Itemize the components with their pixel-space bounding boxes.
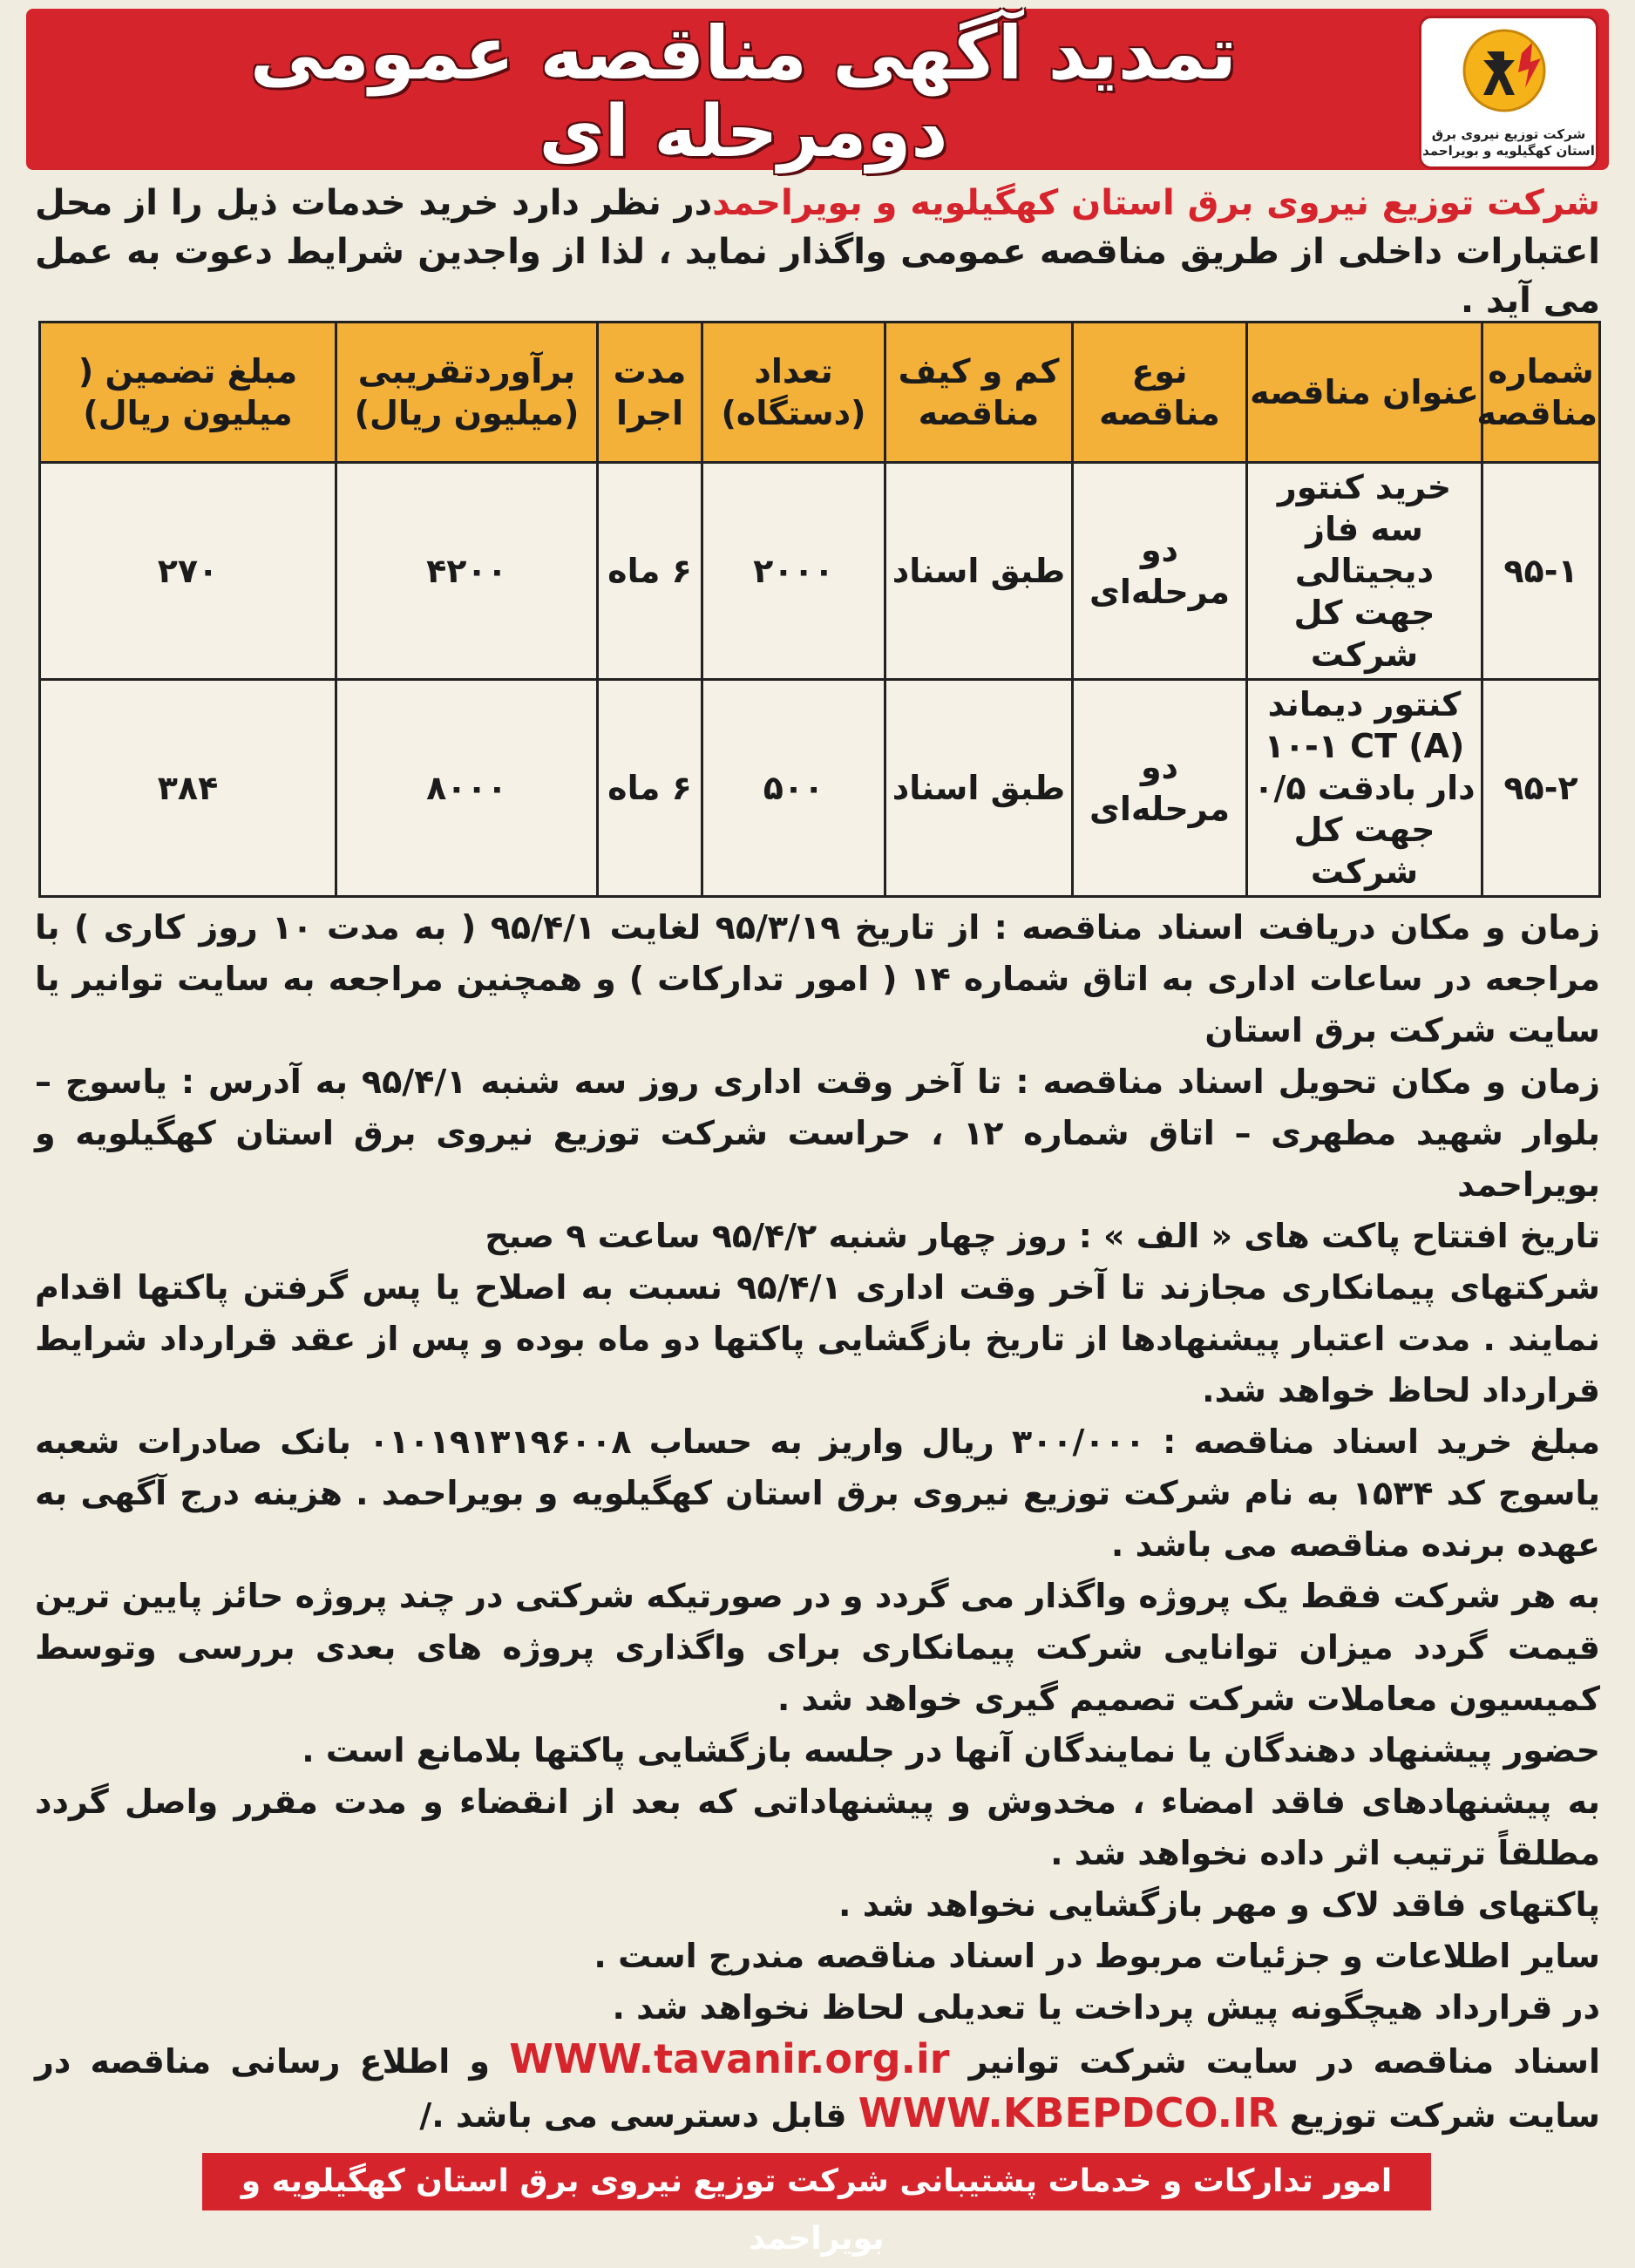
table-row — [40, 463, 1600, 680]
table-cell: کنتور دیماند (A) ۱۰-۱ CT دار بادقت ۰/۵ جهت کل شرکت — [1247, 680, 1482, 897]
table-cell: خرید کنتور سه فاز دیجیتالی جهت کل شرکت — [1247, 463, 1482, 680]
purchase-fee-info: مبلغ خرید اسناد مناقصه : ۳۰۰/۰۰۰ ریال واریز به حساب ۰۱۰۱۹۱۳۱۹۶۰۰۸ بانک صادرات شعبه یاسوج کد ۱۵۳۴ به نام شرکت توزیع نیروی برق استان کهگیلویه و بویراحمد . هزینه درج آگهی به عهده برنده مناقصه می باشد . — [35, 1423, 1600, 1564]
table-row — [40, 680, 1600, 897]
table-cell: ۸۰۰۰ — [336, 680, 598, 897]
table-header: کم و کیف مناقصه — [885, 323, 1073, 463]
table-cell: ۲۰۰۰ — [702, 463, 885, 680]
table-cell: دو مرحله‌ای — [1073, 463, 1247, 680]
table-cell: ۶ ماه — [598, 680, 702, 897]
company-logo — [1419, 16, 1598, 169]
table-cell: ۹۵-۲ — [1482, 680, 1600, 897]
table-cell: ۹۵-۱ — [1482, 463, 1600, 680]
table-header: برآوردتقریبی (میلیون ریال) — [336, 323, 598, 463]
notice-body — [35, 902, 1600, 2142]
table-cell: دو مرحله‌ای — [1073, 680, 1247, 897]
attendance-info: حضور پیشنهاد دهندگان یا نمایندگان آنها در جلسه بازگشایی پاکتها بلامانع است . — [302, 1731, 1600, 1769]
table-cell: ۳۸۴ — [40, 680, 336, 897]
table-header: تعداد (دستگاه) — [702, 323, 885, 463]
tender-table — [38, 321, 1601, 898]
intro-text: در نظر دارد خرید خدمات ذیل را از محل اعتبارات داخلی از طریق مناقصه عمومی واگذار نماید ، لذا از واجدین شرایط دعوت به عمل می آید . — [35, 183, 1600, 321]
table-header: نوع مناقصه — [1073, 323, 1247, 463]
table-header: مبلغ تضمین ( میلیون ریال) — [40, 323, 336, 463]
table-header-row — [40, 323, 1600, 463]
table-cell: ۶ ماه — [598, 463, 702, 680]
footer-banner: امور تدارکات و خدمات پشتیبانی شرکت توزیع نیروی برق استان کهگیلویه و بویراحمد — [202, 2153, 1431, 2210]
table-header: عنوان مناقصه — [1247, 323, 1482, 463]
tavanir-link[interactable]: WWW.tavanir.org.ir — [509, 2035, 950, 2082]
intro-paragraph — [35, 179, 1600, 325]
invalid-bids-info: به پیشنهادهای فاقد امضاء ، مخدوش و پیشنهاداتی که بعد از انقضاء و مدت مقرر واصل گردد مطلقاً ترتیب اثر داده نخواهد شد . — [35, 1782, 1600, 1872]
document-delivery-info: زمان و مکان تحویل اسناد مناقصه : تا آخر وقت اداری روز سه شنبه ۹۵/۴/۱ به آدرس : یاسوج – بلوار شهید مطهری – اتاق شماره ۱۲ ، حراست شرکت توزیع نیروی برق استان کهگیلویه و بویراحمد — [35, 1063, 1600, 1204]
table-cell: طبق اسناد — [885, 463, 1073, 680]
amendment-info: شرکتهای پیمانکاری مجازند تا آخر وقت اداری ۹۵/۴/۱ نسبت به اصلاح یا پس گرفتن پاکتها اقدام نمایند . مدت اعتبار پیشنهادها از تاریخ بازگشایی پاکتها دو ماه بوده و پس از عقد قرارداد شرایط قرارداد لحاظ خواهد شد. — [35, 1268, 1600, 1409]
table-header: مدت اجرا — [598, 323, 702, 463]
websites-text-a: اسناد مناقصه در سایت شرکت توانیر — [968, 2042, 1601, 2081]
seal-info: پاکتهای فاقد لاک و مهر بازگشایی نخواهد شد . — [838, 1885, 1600, 1924]
table-cell: ۴۲۰۰ — [336, 463, 598, 680]
table-header: شماره مناقصه — [1482, 323, 1600, 463]
websites-text-c: قابل دسترسی می باشد ./ — [419, 2096, 847, 2135]
kbepdco-link[interactable]: WWW.KBEPDCO.IR — [858, 2089, 1279, 2136]
prepayment-info: در قرارداد هیچگونه پیش پرداخت یا تعدیلی لحاظ نخواهد شد . — [612, 1988, 1600, 2027]
details-info: سایر اطلاعات و جزئیات مربوط در اسناد مناقصه مندرج است . — [594, 1937, 1600, 1975]
notice-subtitle: دومرحله ای — [539, 91, 948, 173]
table-cell: طبق اسناد — [885, 680, 1073, 897]
company-name: شرکت توزیع نیروی برق استان کهگیلویه و بویراحمد — [712, 183, 1600, 223]
opening-date-info: تاریخ افتتاح پاکت های « الف » : روز چهار شنبه ۹۵/۴/۲ ساعت ۹ صبح — [485, 1217, 1600, 1255]
power-tower-lightning-icon — [1461, 27, 1557, 114]
notice-title: تمدید آگهی مناقصه عمومی — [249, 10, 1238, 96]
websites-text-b: و اطلاع رسانی مناقصه در سایت شرکت توزیع — [35, 2042, 1600, 2135]
table-cell: ۵۰۰ — [702, 680, 885, 897]
logo-caption: شرکت توزیع نیروی برق استان کهگیلویه و بویراحمد — [1422, 126, 1595, 159]
table-cell: ۲۷۰ — [40, 463, 336, 680]
award-rule-info: به هر شرکت فقط یک پروژه واگذار می گردد و در صورتیکه شرکتی در چند پروژه حائز پایین ترین قیمت گردد میزان توانایی شرکت پیمانکاری برای واگذاری پروژه های بعدی بررسی وتوسط کمیسیون معاملات شرکت تصمیم گیری خواهد شد . — [35, 1577, 1600, 1718]
websites-info — [35, 2034, 1600, 2142]
document-receipt-info: زمان و مکان دریافت اسناد مناقصه : از تاریخ ۹۵/۳/۱۹ لغایت ۹۵/۴/۱ ( به مدت ۱۰ روز کاری ) با مراجعه در ساعات اداری به اتاق شماره ۱۴ ( امور تدارکات ) و همچنین مراجعه به سایت توانیر یا سایت شرکت برق استان — [35, 908, 1601, 1049]
header-banner — [26, 9, 1609, 173]
